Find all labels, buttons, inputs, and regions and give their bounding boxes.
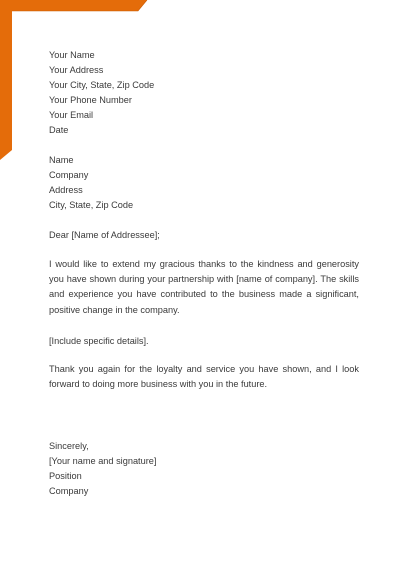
signature-placeholder: [Your name and signature]	[49, 456, 157, 466]
recipient-name: Name	[49, 155, 74, 165]
body-paragraph-1: I would like to extend my gracious thanks to the kindness and generosity you have shown during your partnership with [name of company]. The skills and experience you have contributed to the business made a significant, positive change in the company.	[49, 259, 359, 315]
sender-address: Your Address	[49, 65, 104, 75]
sender-phone: Your Phone Number	[49, 95, 132, 105]
signer-company: Company	[49, 486, 89, 496]
signer-position: Position	[49, 471, 82, 481]
sender-city-state-zip: Your City, State, Zip Code	[49, 80, 155, 90]
body-paragraph-3: Thank you again for the loyalty and service you have shown, and I look forward to doing more business with you in the future.	[49, 364, 359, 390]
recipient-company: Company	[49, 170, 89, 180]
body-paragraph-2: [Include specific details].	[49, 336, 149, 346]
recipient-city-state-zip: City, State, Zip Code	[49, 200, 134, 210]
sender-name: Your Name	[49, 50, 95, 60]
left-orange-band	[0, 0, 12, 160]
valediction: Sincerely,	[49, 441, 89, 451]
sender-email: Your Email	[49, 110, 94, 120]
top-orange-band	[12, 0, 147, 11]
salutation: Dear [Name of Addressee];	[49, 230, 160, 240]
recipient-address: Address	[49, 185, 83, 195]
letter-date: Date	[49, 125, 69, 135]
